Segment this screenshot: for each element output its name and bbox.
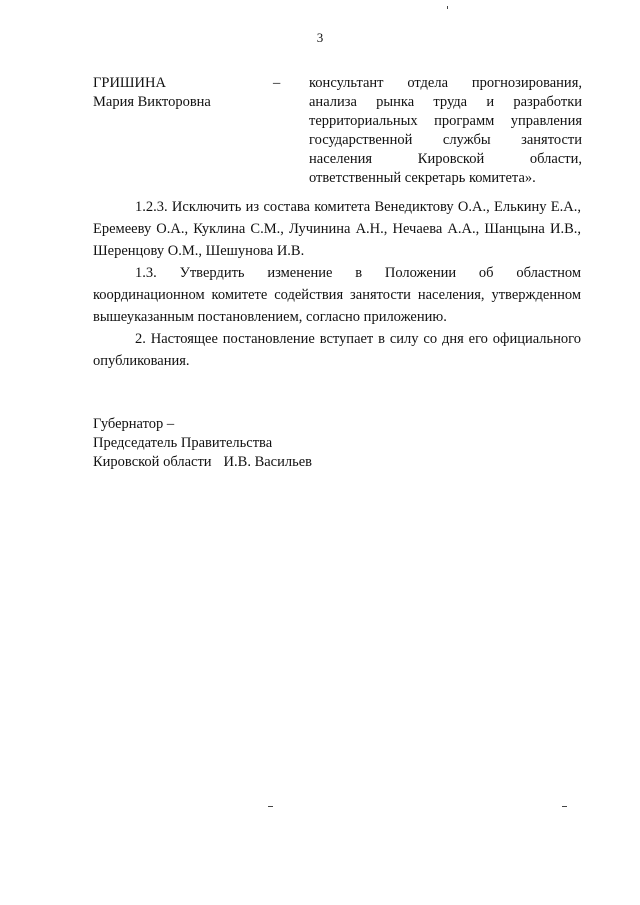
page-number: 3 [316,30,324,45]
member-dash: – [273,75,281,91]
scan-speck [268,806,273,807]
paragraph-1-2-3: 1.2.3. Исключить из состава комитета Венедиктову О.А., Елькину Е.А., Еремееву О.А., Куклина С.М., Лучинина А.Н., Нечаева А.А., Шанцына И.В., Шеренцову О.М., Шешунова И.В. [93,199,581,259]
signature-title-line2: Председатель Правительства [93,435,273,451]
signature-title-line1: Губернатор – [93,416,175,432]
scan-speck [447,6,448,9]
member-given-names: Мария Викторовна [93,94,211,110]
member-name [93,74,263,112]
member-role: консультант отдела прогнозирования, анализа рынка труда и разработки территориальных программ управления государственной службы занятости населения Кировской области, ответственный секретарь комитета». [309,75,582,186]
signer-name: И.В. Васильев [223,454,312,470]
member-surname: ГРИШИНА [93,75,166,91]
signature-region: Кировской области [93,454,212,470]
paragraph-1-3: 1.3. Утвердить изменение в Положении об областном координационном комитете содействия занятости населения, утвержденном вышеуказанным постановлением, согласно приложению. [93,265,581,325]
signature-block [93,415,493,472]
paragraph-2: 2. Настоящее постановление вступает в силу со дня его официального опубликования. [93,331,581,369]
signature-title-line3 [93,453,493,472]
scan-speck [562,806,567,807]
document-body [93,196,581,372]
